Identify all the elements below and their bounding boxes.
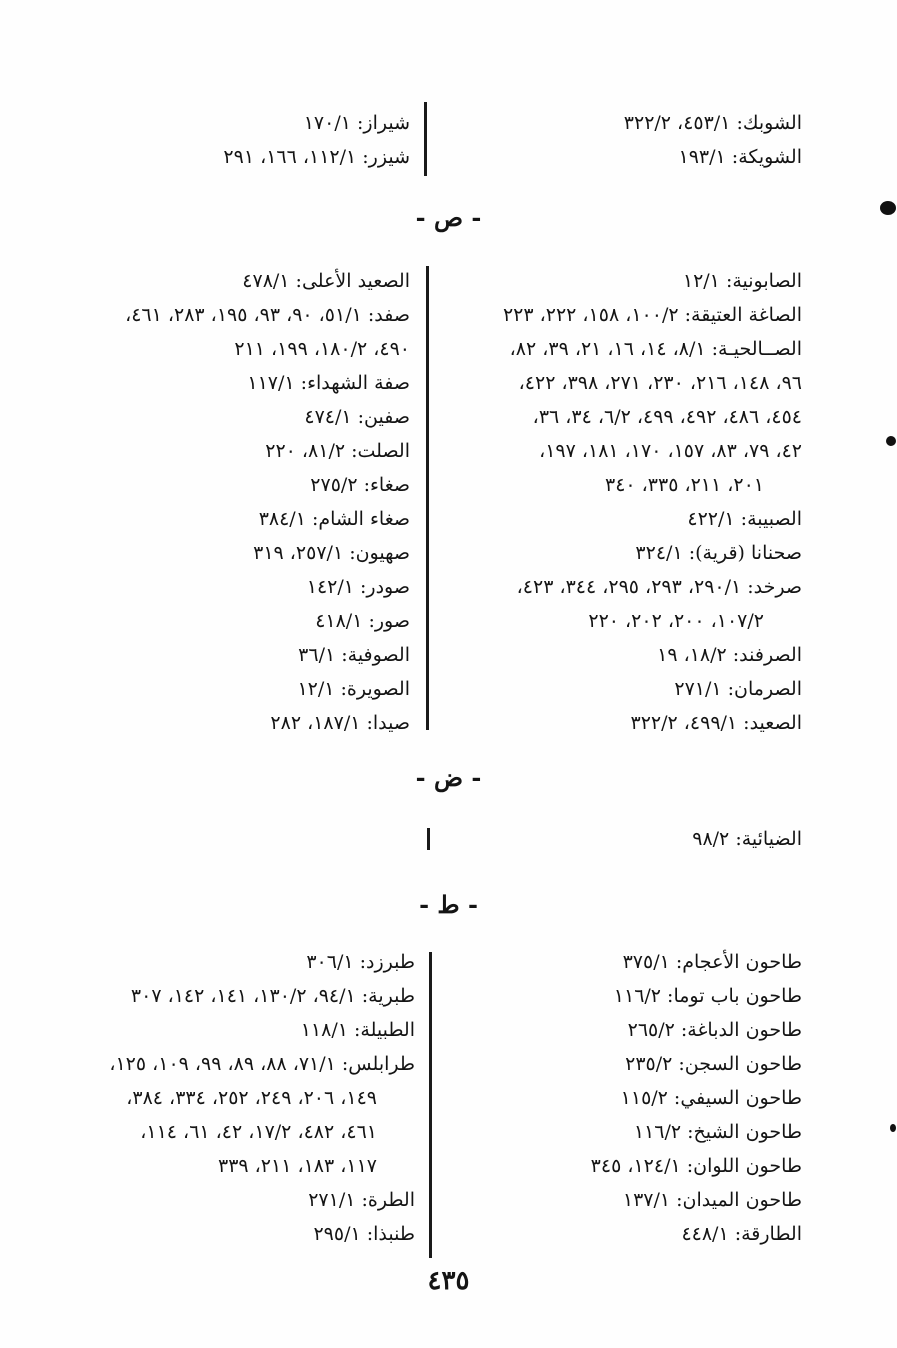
- index-entry: شيزر: ١١٢/١، ١٦٦، ٢٩١: [223, 146, 410, 168]
- top-left-column: [30, 106, 410, 174]
- ta-left-column: [15, 945, 415, 1251]
- scan-mark: [890, 1124, 896, 1132]
- index-entry: طاحون السيفي: ١١٥/٢: [620, 1087, 802, 1109]
- section-heading-dad: - ض -: [415, 763, 482, 792]
- index-entry: صرخد: ٢٩٠/١، ٢٩٣، ٢٩٥، ٣٤٤، ٤٢٣،: [516, 576, 802, 598]
- index-entry: الصاغة العتيقة: ١٠٠/٢، ١٥٨، ٢٢٢، ٢٢٣: [502, 304, 802, 326]
- page-number: ٤٣٥: [427, 1266, 470, 1296]
- index-entry: الصعيد: ٤٩٩/١، ٣٢٢/٢: [630, 712, 802, 734]
- index-entry: صغاء: ٢٧٥/٢: [310, 474, 410, 496]
- index-entry: طاحون الأعجام: ٣٧٥/١: [622, 951, 802, 973]
- index-entry-continuation: ٩٦، ١٤٨، ٢١٦، ٢٣٠، ٢٧١، ٣٩٨، ٤٢٢،: [518, 372, 802, 394]
- column-divider: [424, 102, 427, 176]
- index-entry: صور: ٤١٨/١: [315, 610, 410, 632]
- index-entry: صودر: ١٤٢/١: [306, 576, 410, 598]
- index-entry: الصابونية: ١٢/١: [682, 270, 802, 292]
- index-entry: صيدا: ١٨٧/١، ٢٨٢: [270, 712, 410, 734]
- index-entry: صفين: ٤٧٤/١: [304, 406, 410, 428]
- index-entry: صفة الشهداء: ١١٧/١: [247, 372, 410, 394]
- column-divider: [426, 266, 429, 730]
- index-entry: الصلت: ٨١/٢، ٢٢٠: [265, 440, 410, 462]
- index-entry: الصــالحيـة: ٨/١، ١٤، ١٦، ٢١، ٣٩، ٨٢،: [509, 338, 802, 360]
- index-entry: طاحون الميدان: ١٣٧/١: [622, 1189, 802, 1211]
- index-entry: الطارقة: ٤٤٨/١: [681, 1223, 802, 1245]
- index-entry: طبرية: ٩٤/١، ١٣٠/٢، ١٤١، ١٤٢، ٣٠٧: [130, 985, 415, 1007]
- index-entry: صحنانا (قرية): ٣٢٤/١: [635, 542, 802, 564]
- dad-right-column: [442, 822, 802, 856]
- section-heading-sad: - ص -: [415, 203, 482, 232]
- index-entry-continuation: ١١٧، ١٨٣، ٢١١، ٣٣٩: [217, 1155, 377, 1177]
- ta-right-column: [442, 945, 802, 1251]
- index-entry-continuation: ١٠٧/٢، ٢٠٠، ٢٠٢، ٢٢٠: [588, 610, 764, 632]
- index-entry: الضيائية: ٩٨/٢: [692, 828, 802, 850]
- index-entry: الطرة: ٢٧١/١: [308, 1189, 415, 1211]
- index-entry: طاحون باب توما: ١١٦/٢: [613, 985, 802, 1007]
- index-entry: الطبيلة: ١١٨/١: [300, 1019, 415, 1041]
- index-entry: الشوبك: ٤٥٣/١، ٣٢٢/٢: [623, 112, 802, 134]
- index-entry: الصويرة: ١٢/١: [297, 678, 410, 700]
- index-entry-continuation: ١٤٩، ٢٠٦، ٢٤٩، ٢٥٢، ٣٣٤، ٣٨٤،: [126, 1087, 377, 1109]
- section-heading-ta: - ط -: [419, 890, 478, 919]
- column-divider: [427, 828, 430, 850]
- index-entry: الصبيبة: ٤٢٢/١: [687, 508, 802, 530]
- top-right-column: [442, 106, 802, 174]
- index-entry-continuation: ٢٠١، ٢١١، ٣٣٥، ٣٤٠: [604, 474, 764, 496]
- index-entry-continuation: ٤٢، ٧٩، ٨٣، ١٥٧، ١٧٠، ١٨١، ١٩٧،: [539, 440, 802, 462]
- sad-left-column: [20, 264, 410, 740]
- index-entry: صغاء الشام: ٣٨٤/١: [258, 508, 410, 530]
- index-entry-continuation: ٤٦١، ٤٨٢، ١٧/٢، ٤٢، ٦١، ١١٤،: [140, 1121, 377, 1143]
- index-entry: الصرمان: ٢٧١/١: [674, 678, 802, 700]
- index-entry: طرابلس: ٧١/١، ٨٨، ٨٩، ٩٩، ١٠٩، ١٢٥،: [109, 1053, 415, 1075]
- index-entry: الصوفية: ٣٦/١: [298, 644, 410, 666]
- index-entry: صفد: ٥١/١، ٩٠، ٩٣، ١٩٥، ٢٨٣، ٤٦١،: [125, 304, 410, 326]
- scan-mark: [886, 436, 896, 446]
- scan-mark: [880, 201, 896, 215]
- index-entry: طاحون اللوان: ١٢٤/١، ٣٤٥: [590, 1155, 802, 1177]
- index-entry: الشويكة: ١٩٣/١: [678, 146, 802, 168]
- index-entry: طاحون الشيخ: ١١٦/٢: [633, 1121, 802, 1143]
- index-entry: الصرفند: ١٨/٢، ١٩: [657, 644, 802, 666]
- index-entry-continuation: ٤٥٤، ٤٨٦، ٤٩٢، ٤٩٩، ٦/٢، ٣٤، ٣٦،: [532, 406, 802, 428]
- sad-right-column: [422, 264, 802, 740]
- index-entry-continuation: ٤٩٠، ١٨٠/٢، ١٩٩، ٢١١: [234, 338, 410, 360]
- index-entry: طبرزد: ٣٠٦/١: [306, 951, 415, 973]
- index-entry: طاحون الدباغة: ٢٦٥/٢: [627, 1019, 802, 1041]
- column-divider: [429, 952, 432, 1258]
- index-entry: طنبذا: ٢٩٥/١: [313, 1223, 415, 1245]
- index-entry: صهيون: ٢٥٧/١، ٣١٩: [253, 542, 410, 564]
- index-entry: شيراز: ١٧٠/١: [303, 112, 410, 134]
- index-entry: طاحون السجن: ٢٣٥/٢: [625, 1053, 802, 1075]
- index-entry: الصعيد الأعلى: ٤٧٨/١: [242, 270, 410, 292]
